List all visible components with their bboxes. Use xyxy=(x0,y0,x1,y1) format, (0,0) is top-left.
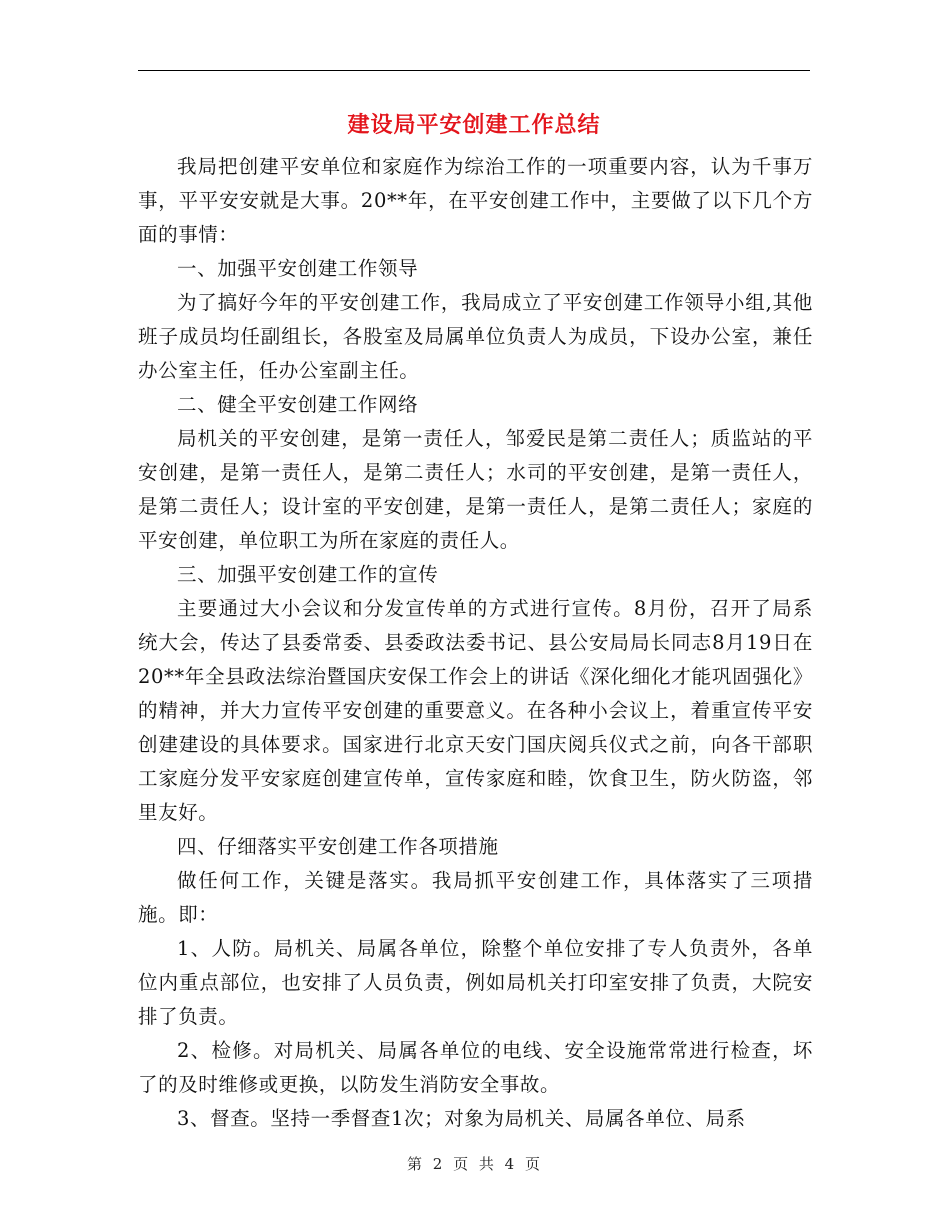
paragraph-publicity: 主要通过大小会议和分发宣传单的方式进行宣传。8月份，召开了局系统大会，传达了县委常委、县委政法委书记、县公安局局长同志8月19日在20**年全县政法综治暨国庆安保工作会上的讲话《深化细化才能巩固强化》的精神，并大力宣传平安创建的重要意义。在各种小会议上，着重宣传平安创建建设的具体要求。国家进行北京天安门国庆阅兵仪式之前，向各干部职工家庭分发平安家庭创建宣传单，宣传家庭和睦，饮食卫生，防火防盗，邻里友好。 xyxy=(138,597,813,824)
section-heading-4: 四、仔细落实平安创建工作各项措施 xyxy=(177,835,499,858)
document-body xyxy=(138,150,813,1136)
paragraph-measure-1: 1、人防。局机关、局属各单位，除整个单位安排了专人负责外，各单位内重点部位，也安排了人员负责，例如局机关打印室安排了负责，大院安排了负责。 xyxy=(138,937,813,1028)
paragraph-network: 局机关的平安创建，是第一责任人，邹爱民是第二责任人；质监站的平安创建，是第一责任人，是第二责任人；水司的平安创建，是第一责任人，是第二责任人；设计室的平安创建，是第一责任人，是第二责任人；家庭的平安创建，单位职工为所在家庭的责任人。 xyxy=(138,427,813,552)
paragraph-intro: 我局把创建平安单位和家庭作为综治工作的一项重要内容，认为千事万事，平平安安就是大事。20**年，在平安创建工作中，主要做了以下几个方面的事情： xyxy=(138,155,813,246)
section-heading-3: 三、加强平安创建工作的宣传 xyxy=(177,563,439,586)
document-title: 建设局平安创建工作总结 xyxy=(347,113,601,138)
section-heading-2: 二、健全平安创建工作网络 xyxy=(177,393,419,416)
header-rule xyxy=(138,70,810,71)
paragraph-measures-intro: 做任何工作，关键是落实。我局抓平安创建工作，具体落实了三项措施。即： xyxy=(138,869,813,926)
paragraph-measure-3: 3、督查。坚持一季督查1次；对象为局机关、局属各单位、局系 xyxy=(177,1107,746,1130)
page-number-footer: 第 2 页 共 4 页 xyxy=(407,1155,543,1173)
section-heading-1: 一、加强平安创建工作领导 xyxy=(177,257,419,280)
paragraph-measure-2: 2、检修。对局机关、局属各单位的电线、安全设施常常进行检查，坏了的及时维修或更换，以防发生消防安全事故。 xyxy=(138,1039,813,1096)
paragraph-leadership: 为了搞好今年的平安创建工作，我局成立了平安创建工作领导小组,其他班子成员均任副组长，各股室及局属单位负责人为成员，下设办公室，兼任办公室主任，任办公室副主任。 xyxy=(138,291,813,382)
